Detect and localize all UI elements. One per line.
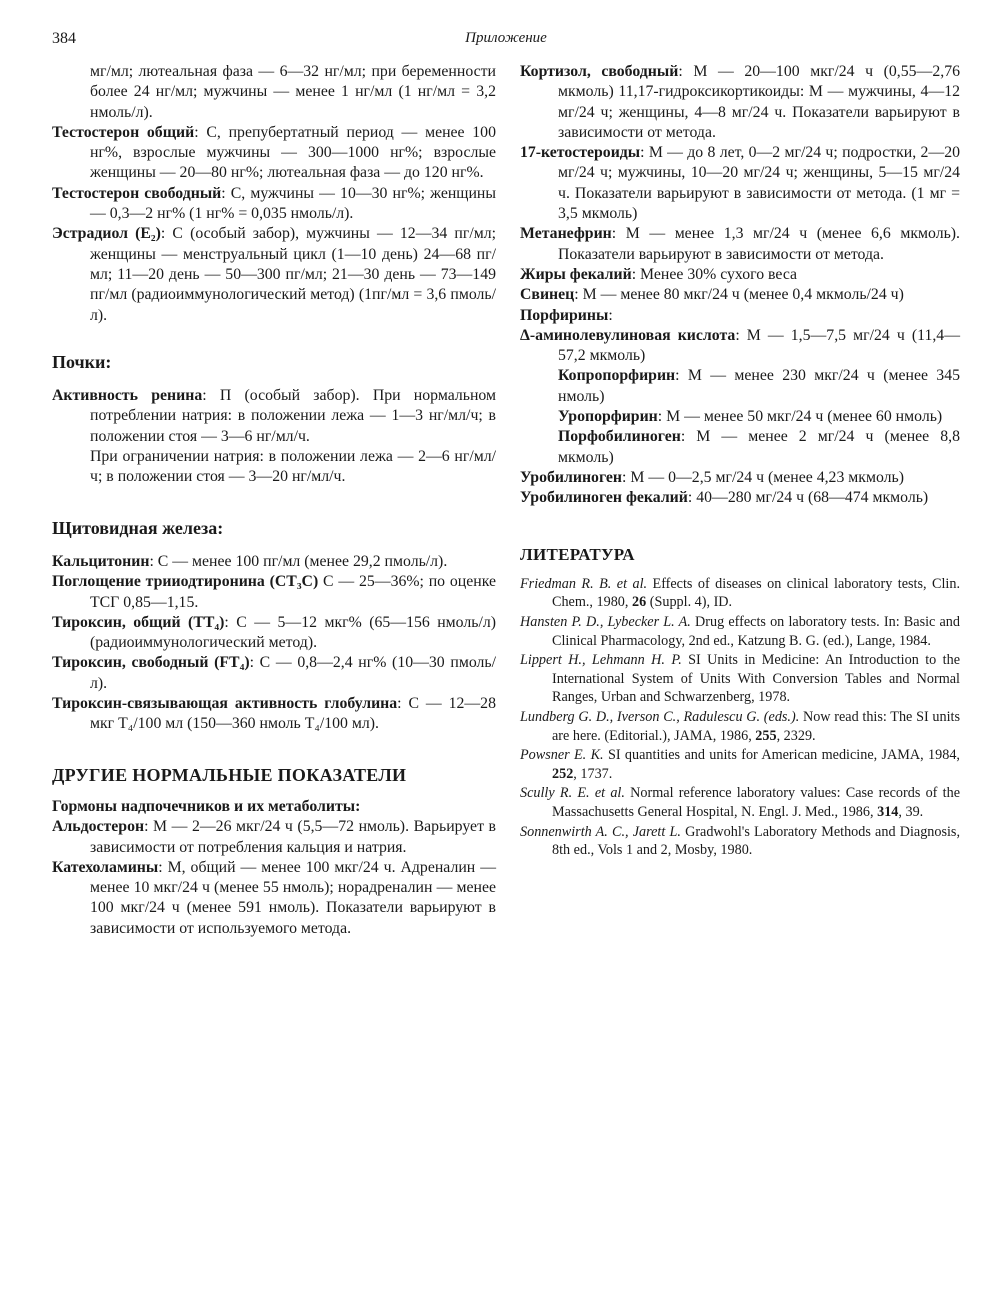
ref-authors: Powsner E. K. xyxy=(520,747,604,764)
entry-text: С — 25—36%; по оценке ТСГ 0,85—1,15. xyxy=(90,573,497,611)
ref-text: Drug effects on laboratory tests. In: Basic and Clinical Pharmacology, 2nd ed., Katzung B. G. (ed.), Lange, 1984. xyxy=(552,614,960,649)
entry-term: Копропорфирин xyxy=(558,367,676,385)
entry-urobilinogen xyxy=(520,468,960,488)
entry-term: Поглощение трииодтиронина (СТ₃С) xyxy=(52,573,319,591)
entry-term: Уробилиноген xyxy=(520,468,623,486)
entry-term: Катехоламины xyxy=(52,858,159,876)
reference-item xyxy=(520,784,960,821)
entry-coproporphyrin xyxy=(520,366,960,407)
entry-text: : М — менее 50 мкг/24 ч (менее 60 нмоль) xyxy=(657,408,943,426)
entry-text: : С — 0,8—2,4 нг% (10—30 пмоль/л). xyxy=(90,654,496,692)
ref-authors: Sonnenwirth A. C., Jarett L. xyxy=(520,823,681,840)
ref-volume: 26 xyxy=(632,594,647,611)
entry-text: : П (особый забор). При нормальном потреблении натрия: в положении лежа — 1—3 нг/мл/ч; в положении стоя — 3—6 нг/мл/ч. xyxy=(90,387,496,445)
entry-ala xyxy=(520,326,960,367)
entry-term: Тироксин, общий (ТТ₄) xyxy=(52,613,225,631)
entry-renin-continuation: При ограничении натрия: в положении лежа — 2—6 нг/мл/ч; в положении стоя — 3—20 нг/мл/ч. xyxy=(90,448,496,486)
ref-volume: 255 xyxy=(755,727,777,744)
ref-text: SI quantities and units for American medicine, JAMA, 1984, xyxy=(603,747,960,764)
entry-term: Активность ренина xyxy=(52,387,203,405)
entry-text: : С, мужчины — 10—30 нг%; женщины — 0,3—2 нг% (1 нг% = 0,035 нмоль/л). xyxy=(90,184,496,223)
ref-volume: 314 xyxy=(877,803,899,820)
entry-term: Метанефрин xyxy=(520,225,612,243)
entry-lead xyxy=(520,285,960,305)
entry-text: : М — 20—100 мкг/24 ч (0,55—2,76 мкмоль) 11,17-гидроксикортикоиды: М — мужчины, 4—12 мг/24 ч; женщины, 4—8 мг/24 ч. Показатели варьируют в зависимости от метода. xyxy=(558,63,960,141)
ref-tail: , 39. xyxy=(898,803,924,820)
section-heading-thyroid: Щитовидная железа: xyxy=(52,517,224,538)
ref-tail: , 2329. xyxy=(776,727,816,744)
entry-fecal-fat xyxy=(520,265,960,285)
entry-estradiol xyxy=(52,224,496,325)
reference-item xyxy=(520,823,960,860)
entry-term: Альдостерон xyxy=(52,818,145,836)
entry-term: Тестостерон общий xyxy=(52,123,195,141)
entry-term: Δ-аминолевулиновая кислота xyxy=(520,326,736,344)
ref-authors: Hansten P. D., Lybecker L. A. xyxy=(520,614,691,631)
entry-calcitonin xyxy=(52,552,496,572)
ref-volume: 252 xyxy=(552,765,574,782)
entry-text: : М — 0—2,5 мг/24 ч (менее 4,23 мкмоль) xyxy=(622,468,904,486)
ref-text: SI Units in Medicine: An Introduction to the International System of Units With Conversion Tables and Normal Ranges, Urban and Schwarzenberg, 1978. xyxy=(552,652,960,706)
entry-thyroxine-free xyxy=(52,653,496,694)
entry-t3-uptake xyxy=(52,572,496,613)
reference-item xyxy=(520,575,960,612)
entry-metanephrine xyxy=(520,224,960,265)
ref-authors: Lundberg G. D., Iverson C., Radulescu G. (eds.). xyxy=(520,708,800,725)
reference-item xyxy=(520,708,960,745)
entry-renin-activity xyxy=(52,386,496,447)
entry-text: : М — 1,5—7,5 мг/24 ч (11,4—57,2 мкмоль) xyxy=(558,326,960,365)
ref-authors: Scully R. E. et al. xyxy=(520,785,625,802)
right-column xyxy=(520,62,960,861)
section-heading-other-normals: ДРУГИЕ НОРМАЛЬНЫЕ ПОКАЗАТЕЛИ xyxy=(52,764,407,785)
entry-testosterone-total xyxy=(52,123,496,184)
entry-aldosterone xyxy=(52,817,496,858)
entry-term: Жиры фекалий xyxy=(520,265,632,283)
entry-porphyrins xyxy=(520,306,960,326)
left-column xyxy=(52,62,496,939)
running-title: Приложение xyxy=(465,30,547,46)
entry-term: Порфобилиноген xyxy=(558,428,681,446)
entry-term: Кальцитонин xyxy=(52,552,150,570)
entry-term: Кортизол, свободный xyxy=(520,63,679,80)
entry-text: : М, общий — менее 100 мкг/24 ч. Адреналин — менее 10 мкг/24 ч (менее 55 нмоль); норадреналин — менее 100 мкг/24 ч (менее 591 нмоль). Показатели варьируют в зависимости от используемого метода. xyxy=(90,858,496,937)
ref-text: Now read this: The SI units are here. (Editorial.), JAMA, 1986, xyxy=(552,708,960,744)
entry-text: : М — менее 2 мг/24 ч (менее 8,8 мкмоль) xyxy=(558,428,960,466)
entry-testosterone-free xyxy=(52,184,496,225)
reference-list xyxy=(520,575,960,860)
ref-authors: Lippert H., Lehmann H. P. xyxy=(520,652,682,669)
entry-uroporphyrin xyxy=(520,407,960,427)
reference-item xyxy=(520,746,960,783)
ref-text: Gradwohl's Laboratory Methods and Diagnosis, 8th ed., Vols 1 and 2, Mosby, 1980. xyxy=(552,823,960,859)
entry-catecholamines xyxy=(52,858,496,939)
ref-tail: (Suppl. 4), ID. xyxy=(646,594,733,611)
entry-text: : М — менее 80 мкг/24 ч (менее 0,4 мкмоль/24 ч) xyxy=(574,286,904,304)
entry-term: Свинец xyxy=(520,286,575,304)
entry-cortisol-free xyxy=(520,62,960,143)
section-heading-kidney: Почки: xyxy=(52,351,112,372)
ref-authors: Friedman R. B. et al. xyxy=(520,575,648,592)
entry-text: : С, препубертатный период — менее 100 нг%, взрослые мужчины — 300—1000 нг%; взрослые женщины — 20—80 нг%; лютеальная фаза — до 120 нг%. xyxy=(90,123,496,182)
entry-text: : С (особый забор), мужчины — 12—34 пг/мл; женщины — менструальный цикл (1—10 день) 24—68 пг/мл; 11—20 день — 50—300 пг/мл; 21—30 день — 73—149 пг/мл (радиоиммунологический метод) (1пг/мл = 3,6 пмоль/л). xyxy=(90,225,496,324)
entry-term: Уропорфирин xyxy=(558,408,658,426)
page-number: 384 xyxy=(52,30,76,47)
ref-tail: , 1737. xyxy=(573,765,613,782)
entry-thyroxine-total xyxy=(52,613,496,654)
entry-text: : xyxy=(608,306,613,324)
entry-term: Порфирины xyxy=(520,306,609,324)
entry-text: : М — до 8 лет, 0—2 мг/24 ч; подростки, 2—20 мг/24 ч; мужчины, 10—20 мг/24 ч; женщины, 5—15 мг/24 ч. Показатели варьируют в зависимости от метода. (1 мг = 3,5 мкмоль) xyxy=(558,144,960,223)
entry-term: Тироксин, свободный (FT₄) xyxy=(52,654,250,672)
entry-text: : М — менее 1,3 мг/24 ч (менее 6,6 мкмоль). Показатели варьируют в зависимости от метода. xyxy=(558,225,960,263)
entry-tbg-activity xyxy=(52,694,496,735)
entry-term: Тестостерон свободный xyxy=(52,184,222,202)
progesterone-continuation: мг/мл; лютеальная фаза — 6—32 нг/мл; при беременности более 24 нг/мл; мужчины — менее 1 нг/мл (1 нг/мл = 3,2 нмоль/л). xyxy=(90,63,496,121)
entry-term: Эстрадиол (E₂) xyxy=(52,225,161,243)
subheading-adrenal-hormones: Гормоны надпочечников и их метаболиты: xyxy=(52,797,361,815)
entry-porphobilinogen xyxy=(520,427,960,468)
entry-text: : С — 12—28 мкг T₄/100 мл (150—360 нмоль T₄/100 мл). xyxy=(90,695,496,733)
entry-17-ketosteroids xyxy=(520,143,960,224)
entry-fecal-urobilinogen xyxy=(520,488,960,508)
entry-text: : С — менее 100 пг/мл (менее 29,2 пмоль/л). xyxy=(149,552,448,570)
entry-text: : 40—280 мг/24 ч (68—474 мкмоль) xyxy=(687,489,929,507)
entry-text: : М — менее 230 мкг/24 ч (менее 345 нмоль) xyxy=(558,367,960,405)
entry-term: 17-кетостероиды xyxy=(520,144,641,162)
reference-item xyxy=(520,613,960,650)
page-header xyxy=(52,30,960,54)
ref-text: Normal reference laboratory values: Case records of the Massachusetts General Hospital, N. Engl. J. Med., 1986, xyxy=(552,785,960,820)
reference-item xyxy=(520,651,960,707)
entry-text: : С — 5—12 мкг% (65—156 нмоль/л) (радиоиммунологический метод). xyxy=(90,613,496,652)
entry-term: Уробилиноген фекалий xyxy=(520,489,688,507)
section-heading-literature: ЛИТЕРАТУРА xyxy=(520,544,635,564)
entry-text: : Менее 30% сухого веса xyxy=(631,265,798,283)
entry-text: : М — 2—26 мкг/24 ч (5,5—72 нмоль). Варьирует в зависимости от потребления кальция и натрия. xyxy=(90,818,496,856)
entry-term: Тироксин-связывающая активность глобулина xyxy=(52,695,398,713)
ref-text: Effects of diseases on clinical laboratory tests, Clin. Chem., 1980, xyxy=(552,575,960,611)
